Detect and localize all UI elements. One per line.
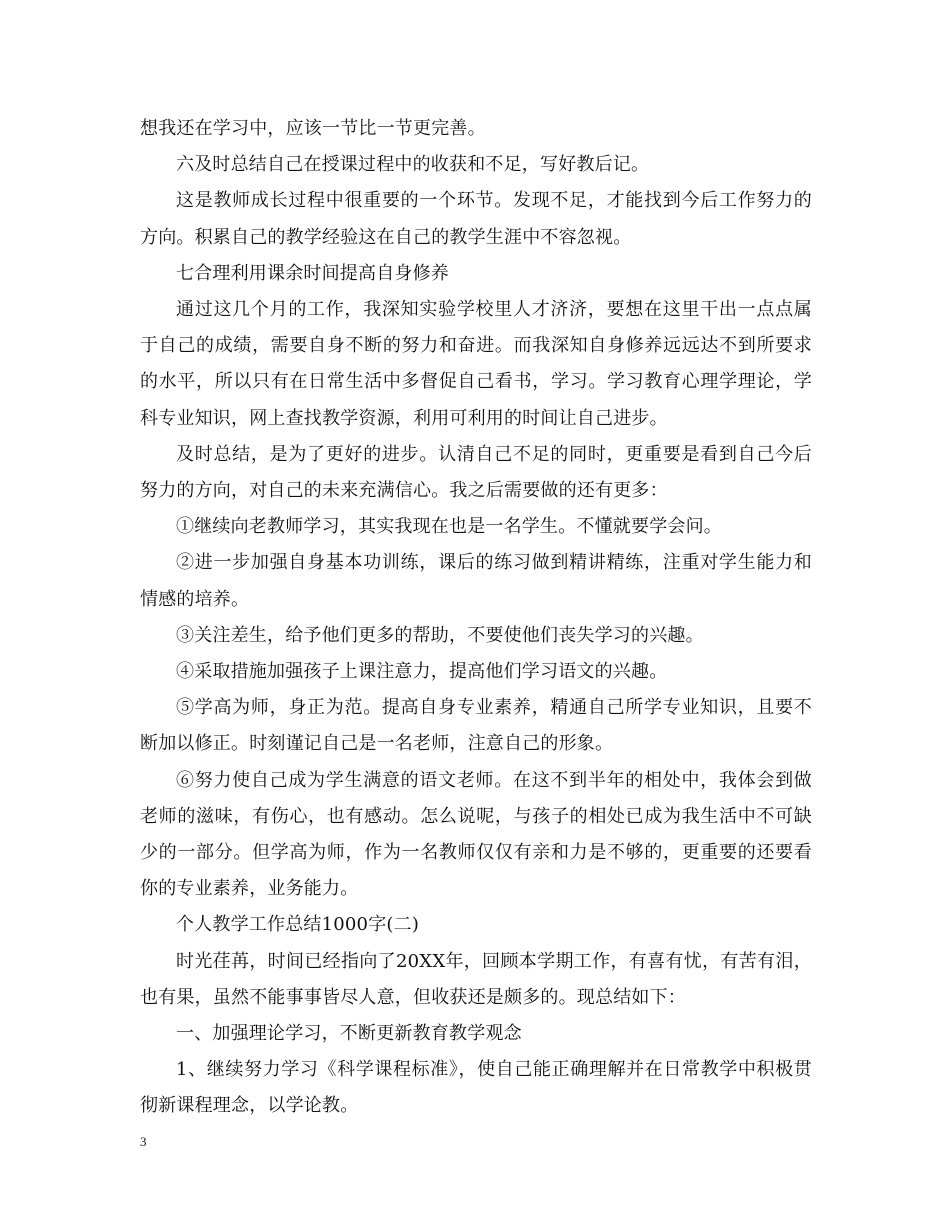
page-number: 3 [140, 1134, 147, 1149]
section-heading: 七合理利用课余时间提高自身修养 [176, 262, 449, 284]
paragraph: 通过这几个月的工作，我深知实验学校里人才济济，要想在这里干出一点点属于自己的成绩，需要自身不断的努力和奋进。而我深知自身修养远远达不到所要求的水平，所以只有在日常生活中多督促自己看书，学习。学习教育心理学理论，学科专业知识，网上查找教学资源，利用可利用的时间让自己进步。 [140, 299, 812, 429]
paragraph: 1、继续努力学习《科学课程标准》，使自己能正确理解并在日常教学中积极贯彻新课程理念，以学论教。 [140, 1059, 812, 1117]
section-heading: 一、加强理论学习，不断更新教育教学观念 [176, 1023, 522, 1045]
list-item: ⑤学高为师，身正为范。提高自身专业素养，精通自己所学专业知识，且要不断加以修正。时刻谨记自己是一名老师，注意自己的形象。 [140, 697, 812, 755]
paragraph: 及时总结，是为了更好的进步。认清自己不足的同时，更重要是看到自己今后努力的方向，对自己的未来充满信心。我之后需要做的还有更多： [140, 443, 812, 502]
list-item: ③关注差生，给予他们更多的帮助，不要使他们丧失学习的兴趣。 [176, 624, 704, 646]
paragraph: 六及时总结自己在授课过程中的收获和不足，写好教后记。 [176, 154, 650, 176]
list-item: ①继续向老教师学习，其实我现在也是一名学生。不懂就要学会问。 [176, 516, 722, 538]
list-item: ②进一步加强自身基本功训练，课后的练习做到精讲精练，注重对学生能力和情感的培养。 [140, 552, 812, 610]
section-heading: 个人教学工作总结1000字(二) [176, 914, 420, 936]
paragraph: 想我还在学习中，应该一节比一节更完善。 [140, 118, 486, 139]
document-body [140, 111, 812, 1125]
paragraph: 这是教师成长过程中很重要的一个环节。发现不足，才能找到今后工作努力的方向。积累自己的教学经验这在自己的教学生涯中不容忽视。 [140, 190, 812, 248]
paragraph: 时光荏苒，时间已经指向了20XX年，回顾本学期工作，有喜有忧，有苦有泪，也有果，虽然不能事事皆尽人意，但收获还是颇多的。现总结如下： [140, 950, 812, 1008]
list-item: ④采取措施加强孩子上课注意力，提高他们学习语文的兴趣。 [176, 661, 668, 683]
list-item: ⑥努力使自己成为学生满意的语文老师。在这不到半年的相处中，我体会到做老师的滋味，有伤心，也有感动。怎么说呢，与孩子的相处已成为我生活中不可缺少的一部分。但学高为师，作为一名教师仅仅有亲和力是不够的，更重要的还要看你的专业素养，业务能力。 [140, 769, 812, 900]
